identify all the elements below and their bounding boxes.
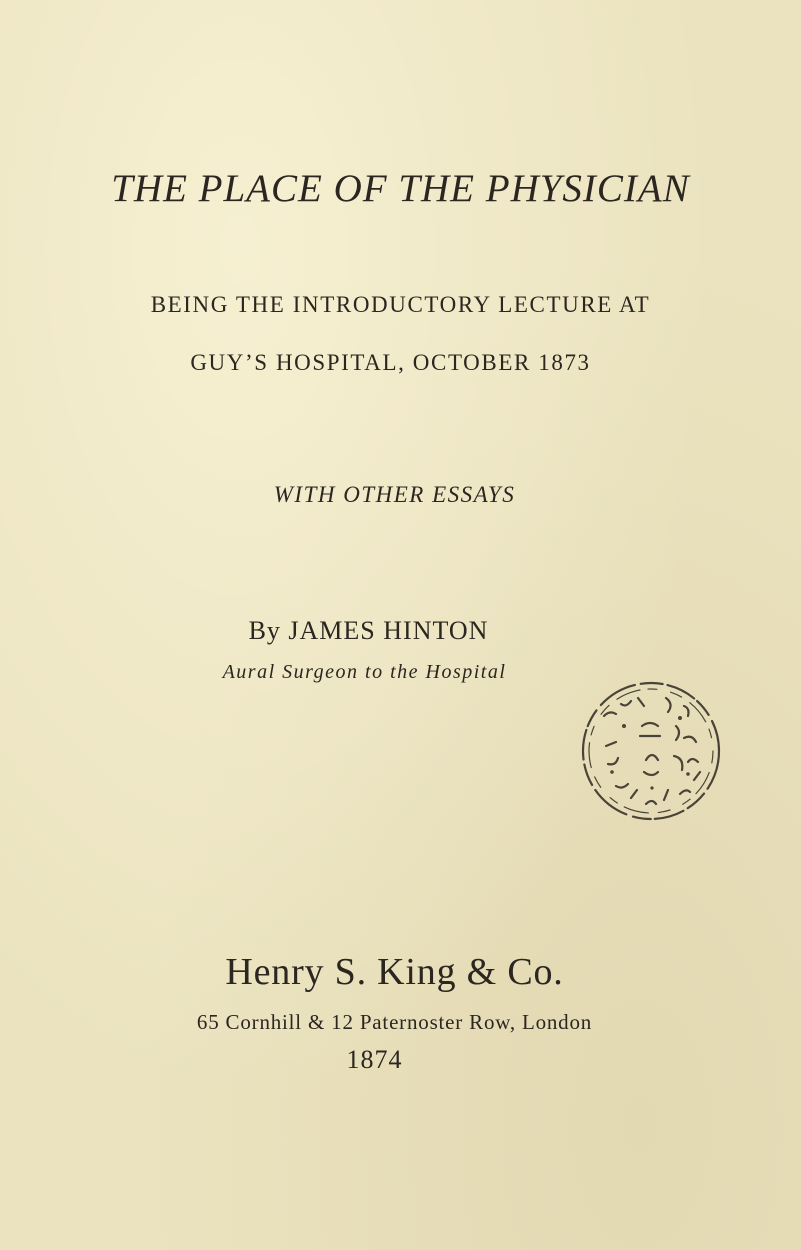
author-line	[0, 616, 769, 646]
book-title: THE PLACE OF THE PHYSICIAN	[111, 167, 690, 210]
publisher-seal-icon	[576, 676, 726, 826]
essays-line: WITH OTHER ESSAYS	[273, 482, 516, 507]
subtitle-line-1: BEING THE INTRODUCTORY LECTURE AT	[150, 292, 651, 317]
author-role: Aural Surgeon to the Hospital	[222, 661, 507, 683]
publication-year: 1874	[346, 1045, 403, 1074]
publisher-name: Henry S. King & Co.	[225, 951, 564, 993]
author-by: By	[248, 616, 281, 645]
author-name: JAMES HINTON	[288, 616, 489, 645]
publisher-address: 65 Cornhill & 12 Paternoster Row, London	[196, 1010, 593, 1034]
subtitle-line-2: GUY’S HOSPITAL, OCTOBER 1873	[190, 350, 591, 375]
